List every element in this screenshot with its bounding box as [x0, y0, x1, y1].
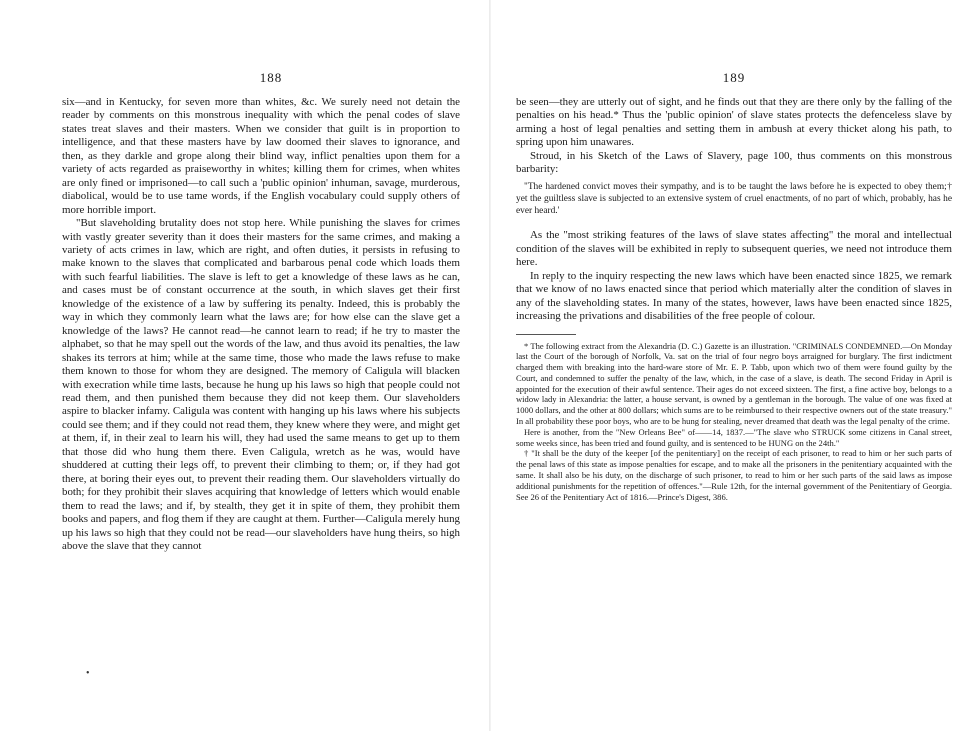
right-paragraph-4: In reply to the inquiry respecting the new laws which have been enacted since 1825, we remark that we know of no laws enacted since that period which materially alter the condition of slaves in any of the slaveholding states. In many of the states, however, laws have been enacted since 1825, increasing the privations and disabilities of the free people of colour.: [516, 269, 952, 323]
footnote-divider: [516, 334, 576, 335]
footnote-alexandria-gazette: * The following extract from the Alexandria (D. C.) Gazette is an illustration. "CRIMINALS CONDEMNED.—On Monday last the Court of the borough of Norfolk, Va. sat on the trial of four negro boys arraigned for burglary. The first indictment charged them with breaking into the hard-ware store of Mr. E. P. Tabb, upon which two of them were found guilty by the Court, and condemned to suffer the penalty of the law, which, in the case of a slave, is death. The second Friday in April is appointed for the execution of their awful sentence. Their ages do not exceed sixteen. The first, a fine active boy, belongs to a widow lady in Alexandria: the latter, a house servant, is owned by a gentleman in the borough. The value of one was fixed at 1000 dollars, and the other at 800 dollars; which sums are to be reimbursed to their respective owners out of the state treasury." In all probability these poor boys, who are to be hung for stealing, never dreamed that death was the legal penalty of the crime.: [516, 340, 952, 427]
right-paragraph-1: be seen—they are utterly out of sight, and he finds out that they are there only by the falling of the penalties on his head.* Thus the 'public opinion' of slave states protects the defenceless slave by arming a host of legal penalties and setting them in ambush at every thicket along his path, to spring upon him unawares.: [516, 96, 952, 149]
page-number-left: 188: [259, 70, 283, 85]
footnote-new-orleans-bee: Here is another, from the "New Orleans Bee" of——14, 1837.—"The slave who STRUCK some citizens in Canal street, some weeks since, has been tried and found guilty, and is sentenced to be HUNG on the 24th.": [516, 426, 952, 448]
right-paragraph-2: Stroud, in his Sketch of the Laws of Slavery, page 100, thus comments on this monstrous barbarity:: [516, 149, 952, 176]
left-paragraph-2: "But slaveholding brutality does not stop here. While punishing the slaves for crimes with vastly greater severity than it does their masters for the same crimes, and making a variety of acts crimes in law, which are right, and often duties, it persists in refusing to make known to the slaves that complicated and barbarous penal code which loads them with such fearful liabilities. The slave is left to get a knowledge of these laws as he can, and cases must be of constant occurrence at the south, in which slaves get their first knowledge of the existence of a law by suffering its penalty. Indeed, this is probably the way in which they commonly learn what the laws are; for how else can the slave get a knowledge of the laws? He cannot read—he cannot learn to read; if he try to master the alphabet, so that he may spell out the words of the law, and thus avoid its penalties, the law shakes its terrors at him; while at the same time, those who made the laws refuse to make them known to those for whom they are designed. The memory of Caligula will blacken with execration while time lasts, because he hung up his laws so high that people could not read them, and then punished them because they did not keep them. Our slaveholders aspire to blacker infamy. Caligula was content with hanging up his laws where his subjects could see them; and if they could not read them, they knew where they were, and might get at them, if, in their zeal to learn his will, they had used the same means to get up to them that those did who hung them there. Even Caligula, wretch as he was, would have shuddered at cutting their legs off, to prevent their climbing to them; or, if they had got there, at boring their eyes out, to prevent their reading them. Our slaveholders virtually do both; for they prohibit their slaves acquiring that knowledge of letters which would enable them to read the laws; and if, by stealth, they get it in spite of them, they prohibit them books and papers, and flog them if they are caught at them. Further—Caligula merely hung up his laws so high that they could not be read—our slaveholders have hung theirs, so high above the slave that they cannot: [62, 217, 461, 552]
right-page: [490, 0, 980, 731]
right-paragraph-3: As the "most striking features of the laws of slave states affecting" the moral and intellectual condition of the slaves will be exhibited in reply to subsequent queries, we need not introduce them here.: [516, 229, 952, 269]
footnote-penitentiary-rule: † "It shall be the duty of the keeper [of the penitentiary] on the receipt of each prisoner, to read to him or her such parts of the penal laws of this state as impose penalties for escape, and to make all the prisoners in the penitentiary acquainted with the same. It shall also be his duty, on the discharge of such prisoner, to read to him or her such parts of the said laws as impose additional punishments for the repetition of offences."—Rule 12th, for the internal government of the Penitentiary of Georgia. See 26 of the Penitentiary Act of 1816.—Prince's Digest, 386.: [516, 448, 952, 502]
stray-dot-mark: •: [86, 668, 90, 679]
stroud-quotation: "The hardened convict moves their sympathy, and is to be taught the laws before he is expected to obey them;† yet the guiltless slave is subjected to an extensive system of cruel enactments, of no part of which, probably, has he ever heard.': [516, 181, 952, 217]
left-paragraph-1: six—and in Kentucky, for seven more than whites, &c. We surely need not detain the reader by comments on this monstrous inequality with which the penal codes of slave states treat slaves and their masters. When we consider that guilt is in proportion to intelligence, and that these masters have by law doomed their slaves to ignorance, and then, as they darkle and grope along their blind way, inflict penalties upon them for a variety of acts regarded as praiseworthy in whites; killing them for crimes, when whites are only fined or imprisoned—to call such a 'public opinion' inhuman, savage, murderous, diabolical, would be to use tame words, if the English vocabulary could supply others of more horrible import.: [62, 96, 460, 216]
page-number-right: 189: [722, 70, 746, 85]
